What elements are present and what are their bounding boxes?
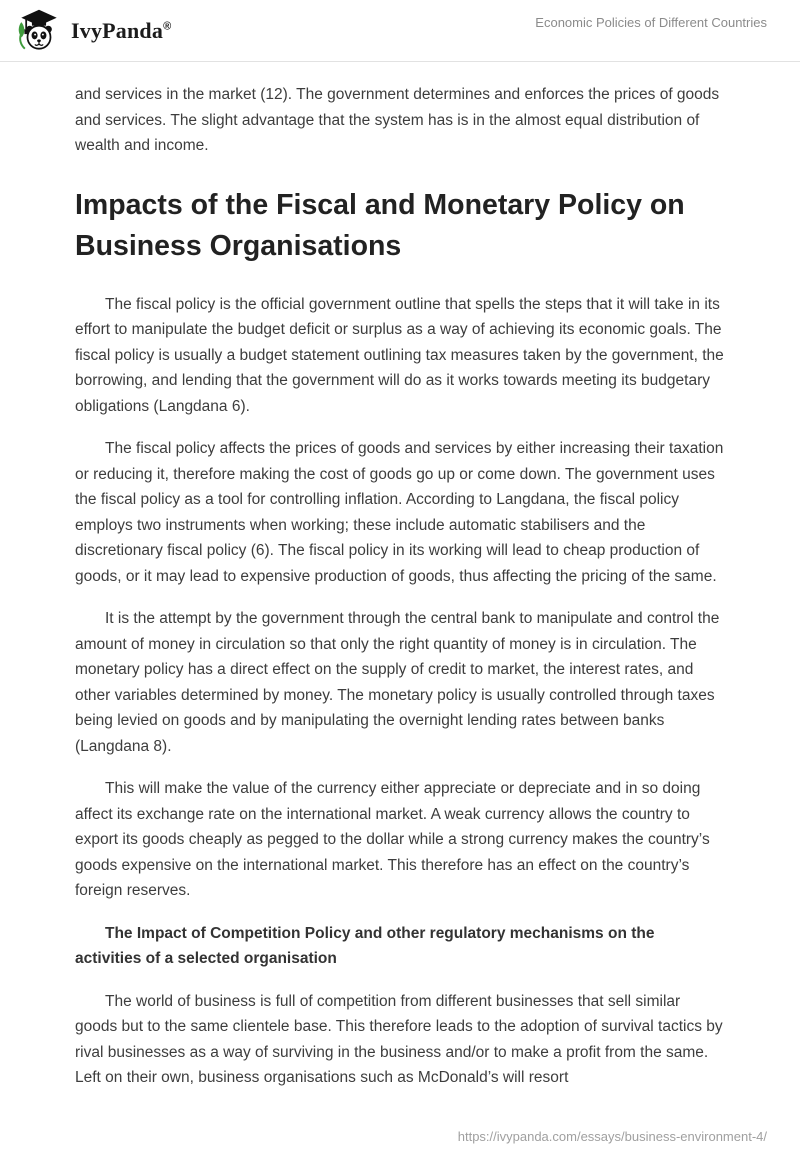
document-title: Economic Policies of Different Countries	[535, 15, 767, 30]
paragraph: The fiscal policy is the official government outline that spells the steps that it will take in its effort to manipulate the budget deficit or surplus as a way of achieving its economic goals. The fiscal policy is usually a budget statement outlining tax measures taken by the government, the borrowing, and lending that the government will do as it works towards meeting its budgetary obligations (Langdana 6).	[75, 295, 724, 415]
section-heading: Impacts of the Fiscal and Monetary Policy on Business Organisations	[75, 188, 685, 262]
ivypanda-logo-icon	[16, 8, 62, 54]
registered-mark: ®	[163, 20, 172, 33]
brand-name: IvyPanda®	[71, 17, 172, 43]
page-header	[0, 0, 800, 62]
paragraph: This will make the value of the currency either appreciate or depreciate and in so doing affect its exchange rate on the international market. A weak currency allows the country to export its goods cheaply as pegged to the dollar while a strong currency makes the country’s goods expensive on the international market. This therefore has an effect on the country’s foreign reserves.	[75, 780, 710, 899]
ivypanda-brand	[16, 8, 171, 54]
document-body	[0, 62, 800, 1091]
paragraph-final: The world of business is full of competition from different businesses that sell similar goods but to the same clientele base. This therefore leads to the adoption of survival tactics by rival businesses as a way of surviving in the business and/or to make a profit from the same. Left on their own, business organisations such as McDonald’s will resort	[75, 992, 723, 1086]
source-url: https://ivypanda.com/essays/business-environment-4/	[457, 1129, 767, 1144]
sub-heading: The Impact of Competition Policy and other regulatory mechanisms on the activities of a selected organisation	[75, 924, 655, 967]
paragraph: The fiscal policy affects the prices of goods and services by either increasing their taxation or reducing it, therefore making the cost of goods go up or come down. The government uses the fiscal policy as a tool for controlling inflation. According to Langdana, the fiscal policy employs two instruments when working; these include automatic stabilisers and the discretionary fiscal policy (6). The fiscal policy in its working will lead to cheap production of goods, or it may lead to expensive production of goods, thus affecting the pricing of the same.	[75, 440, 724, 585]
paragraph: It is the attempt by the government through the central bank to manipulate and control the amount of money in circulation so that only the right quantity of money is in circulation. The monetary policy has a direct effect on the supply of credit to market, the interest rates, and other variables determined by money. The monetary policy is usually controlled through taxes being levied on goods and by manipulating the overnight lending rates between banks (Langdana 8).	[75, 610, 720, 755]
paragraph-intro: and services in the market (12). The government determines and enforces the prices of goods and services. The slight advantage that the system has is in the almost equal distribution of wealth and income.	[75, 86, 720, 154]
